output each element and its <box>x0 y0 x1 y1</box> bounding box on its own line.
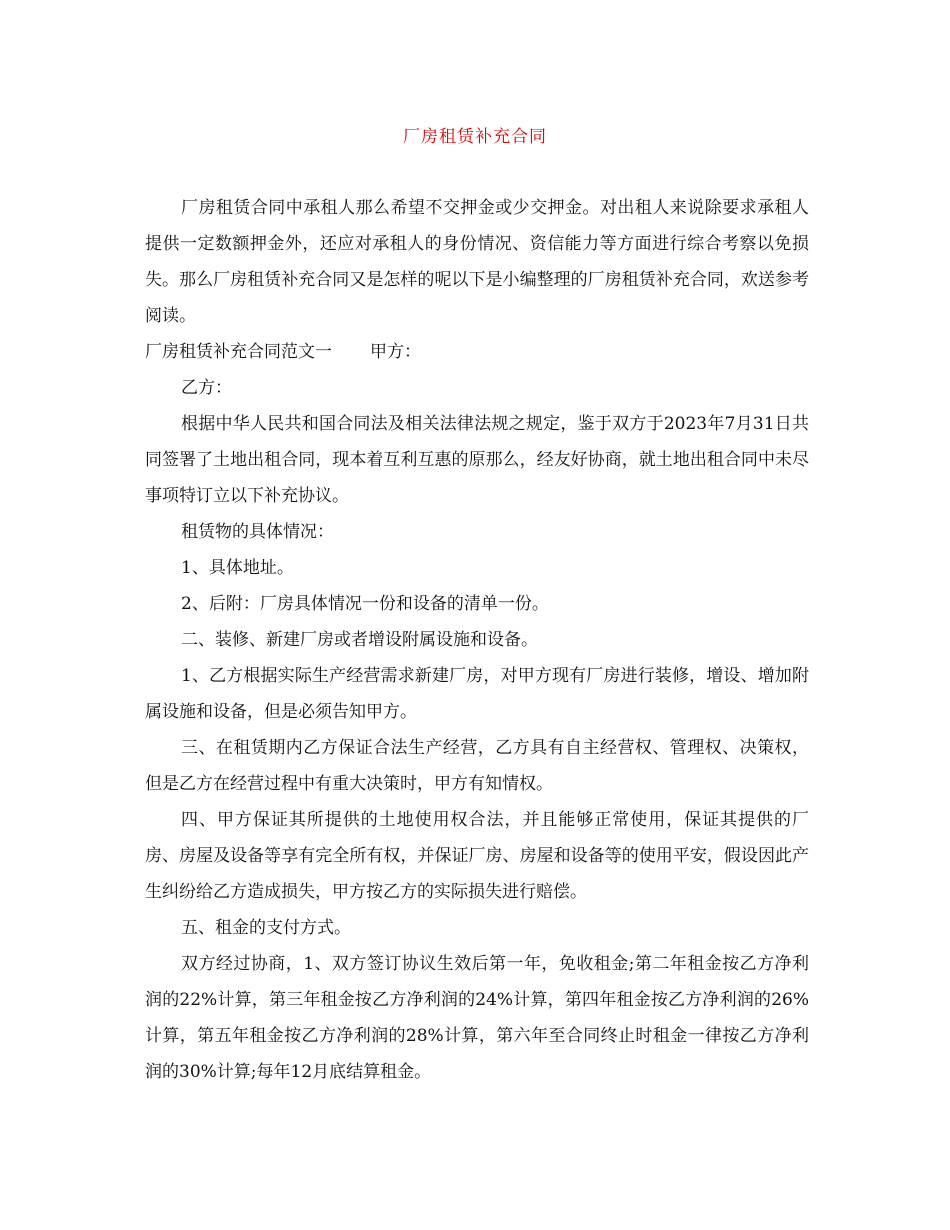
section-3-paragraph: 三、在租赁期内乙方保证合法生产经营，乙方具有自主经营权、管理权、决策权，但是乙方在经营过程中有重大决策时，甲方有知情权。 <box>145 738 809 794</box>
document-title: 厂房租赁补充合同 <box>403 127 547 147</box>
lease-item-heading: 租赁物的具体情况： <box>181 522 334 542</box>
section-2-heading: 二、装修、新建厂房或者增设附属设施和设备。 <box>181 630 538 650</box>
section-4-paragraph: 四、甲方保证其所提供的土地使用权合法，并且能够正常使用，保证其提供的厂房、房屋及设备等享有完全所有权，并保证厂房、房屋和设备等的使用平安，假设因此产生纠纷给乙方造成损失，甲方按乙方的实际损失进行赔偿。 <box>145 810 809 902</box>
section-2-item-1: 1、乙方根据实际生产经营需求新建厂房，对甲方现有厂房进行装修，增设、增加附属设施和设备，但是必须告知甲方。 <box>145 666 809 722</box>
section-5-body: 双方经过协商，1、双方签订协议生效后第一年，免收租金;第二年租金按乙方净利润的22%计算，第三年租金按乙方净利润的24%计算，第四年租金按乙方净利润的26%计算，第五年租金按乙方净利润的28%计算，第六年至合同终止时租金一律按乙方净利润的30%计算;每年12月底结算租金。 <box>145 954 809 1082</box>
item-attachment: 2、后附：厂房具体情况一份和设备的清单一份。 <box>181 594 549 614</box>
basis-paragraph: 根据中华人民共和国合同法及相关法律法规之规定，鉴于双方于2023年7月31日共同签署了土地出租合同，现本着互利互惠的原那么，经友好协商，就土地出租合同中未尽事项特订立以下补充协议。 <box>145 414 809 506</box>
party-a-label: 甲方： <box>370 342 421 362</box>
sample-heading-line <box>145 334 809 370</box>
document-body <box>145 190 809 1090</box>
sample-heading: 厂房租赁补充合同范文一 <box>145 342 332 362</box>
item-address: 1、具体地址。 <box>181 558 294 578</box>
party-b-label: 乙方： <box>181 378 232 398</box>
intro-paragraph: 厂房租赁合同中承租人那么希望不交押金或少交押金。对出租人来说除要求承租人提供一定数额押金外，还应对承租人的身份情况、资信能力等方面进行综合考察以免损失。那么厂房租赁补充合同又是怎样的呢以下是小编整理的厂房租赁补充合同，欢送参考阅读。 <box>145 198 809 326</box>
section-5-heading: 五、租金的支付方式。 <box>181 918 351 938</box>
